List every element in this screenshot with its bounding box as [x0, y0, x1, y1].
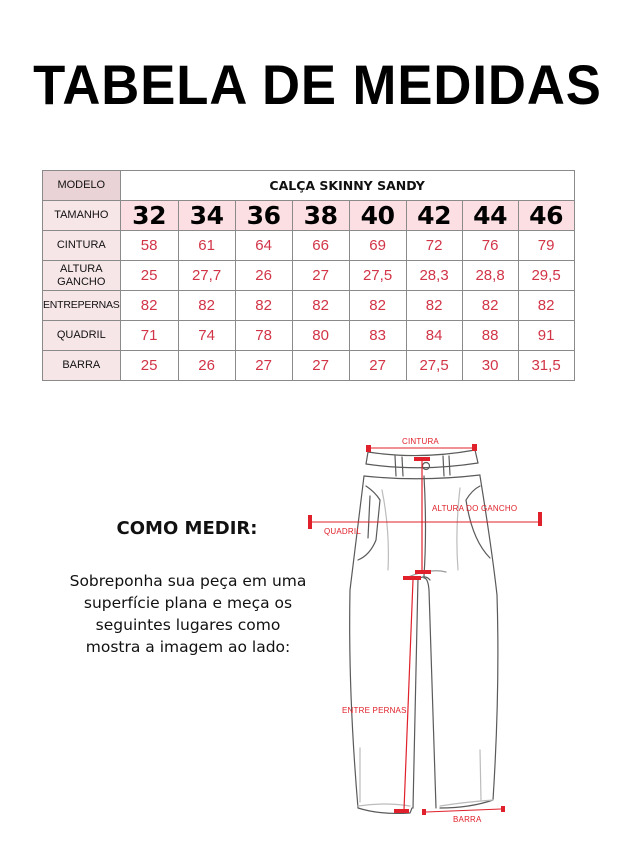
- table-row-cintura: [43, 231, 575, 261]
- model-label: MODELO: [43, 171, 121, 201]
- value-cell: 27: [292, 351, 349, 381]
- value-cell: 71: [120, 321, 178, 351]
- value-cell: 29,5: [518, 261, 574, 291]
- size-label: TAMANHO: [43, 201, 121, 231]
- size-cell: 42: [406, 201, 462, 231]
- value-cell: 27,7: [178, 261, 235, 291]
- size-cell: 46: [518, 201, 574, 231]
- size-chart-table: [42, 170, 575, 381]
- table-row-altura-gancho: [43, 261, 575, 291]
- model-name: CALÇA SKINNY SANDY: [120, 171, 574, 201]
- value-cell: 72: [406, 231, 462, 261]
- pants-outline-icon: [300, 430, 560, 850]
- value-cell: 58: [120, 231, 178, 261]
- value-cell: 25: [120, 261, 178, 291]
- page-title: TABELA DE MEDIDAS: [33, 53, 602, 116]
- instruction-line: Sobreponha sua peça em uma: [69, 572, 307, 590]
- value-cell: 66: [292, 231, 349, 261]
- label-quadril: QUADRIL: [324, 527, 361, 536]
- pants-measurement-diagram: [300, 430, 560, 850]
- size-cell: 32: [120, 201, 178, 231]
- value-cell: 27: [349, 351, 406, 381]
- value-cell: 27: [292, 261, 349, 291]
- value-cell: 26: [235, 261, 292, 291]
- table-row-quadril: [43, 321, 575, 351]
- label-cintura: CINTURA: [402, 437, 439, 446]
- table-row-barra: [43, 351, 575, 381]
- row-label: CINTURA: [43, 231, 121, 261]
- value-cell: 61: [178, 231, 235, 261]
- value-cell: 76: [462, 231, 518, 261]
- value-cell: 27,5: [406, 351, 462, 381]
- row-label-line: GANCHO: [57, 275, 106, 288]
- value-cell: 82: [349, 291, 406, 321]
- value-cell: 80: [292, 321, 349, 351]
- how-to-measure-instructions: [48, 570, 328, 658]
- size-cell: 36: [235, 201, 292, 231]
- how-to-measure-title: COMO MEDIR:: [116, 518, 258, 539]
- size-cell: 34: [178, 201, 235, 231]
- value-cell: 91: [518, 321, 574, 351]
- size-cell: 38: [292, 201, 349, 231]
- value-cell: 28,8: [462, 261, 518, 291]
- value-cell: 74: [178, 321, 235, 351]
- value-cell: 69: [349, 231, 406, 261]
- value-cell: 78: [235, 321, 292, 351]
- value-cell: 30: [462, 351, 518, 381]
- value-cell: 82: [178, 291, 235, 321]
- instruction-line: superfície plana e meça os: [83, 594, 293, 612]
- value-cell: 64: [235, 231, 292, 261]
- value-cell: 27,5: [349, 261, 406, 291]
- value-cell: 31,5: [518, 351, 574, 381]
- value-cell: 82: [518, 291, 574, 321]
- model-row: [43, 171, 575, 201]
- instruction-line: seguintes lugares como: [95, 616, 281, 634]
- value-cell: 26: [178, 351, 235, 381]
- table-row-entrepernas: [43, 291, 575, 321]
- row-label: [43, 261, 121, 291]
- row-label: ENTREPERNAS: [43, 291, 121, 321]
- row-label: QUADRIL: [43, 321, 121, 351]
- value-cell: 84: [406, 321, 462, 351]
- label-entre-pernas: ENTRE PERNAS: [342, 706, 407, 715]
- value-cell: 82: [235, 291, 292, 321]
- size-cell: 40: [349, 201, 406, 231]
- value-cell: 82: [120, 291, 178, 321]
- label-barra: BARRA: [453, 815, 482, 824]
- value-cell: 27: [235, 351, 292, 381]
- value-cell: 88: [462, 321, 518, 351]
- value-cell: 79: [518, 231, 574, 261]
- row-label: BARRA: [43, 351, 121, 381]
- label-altura-gancho: ALTURA DO GANCHO: [432, 504, 518, 513]
- value-cell: 82: [462, 291, 518, 321]
- size-cell: 44: [462, 201, 518, 231]
- row-label-line: ALTURA: [59, 262, 103, 275]
- value-cell: 25: [120, 351, 178, 381]
- value-cell: 82: [406, 291, 462, 321]
- instruction-line: mostra a imagem ao lado:: [85, 638, 291, 656]
- value-cell: 28,3: [406, 261, 462, 291]
- size-row: [43, 201, 575, 231]
- value-cell: 82: [292, 291, 349, 321]
- value-cell: 83: [349, 321, 406, 351]
